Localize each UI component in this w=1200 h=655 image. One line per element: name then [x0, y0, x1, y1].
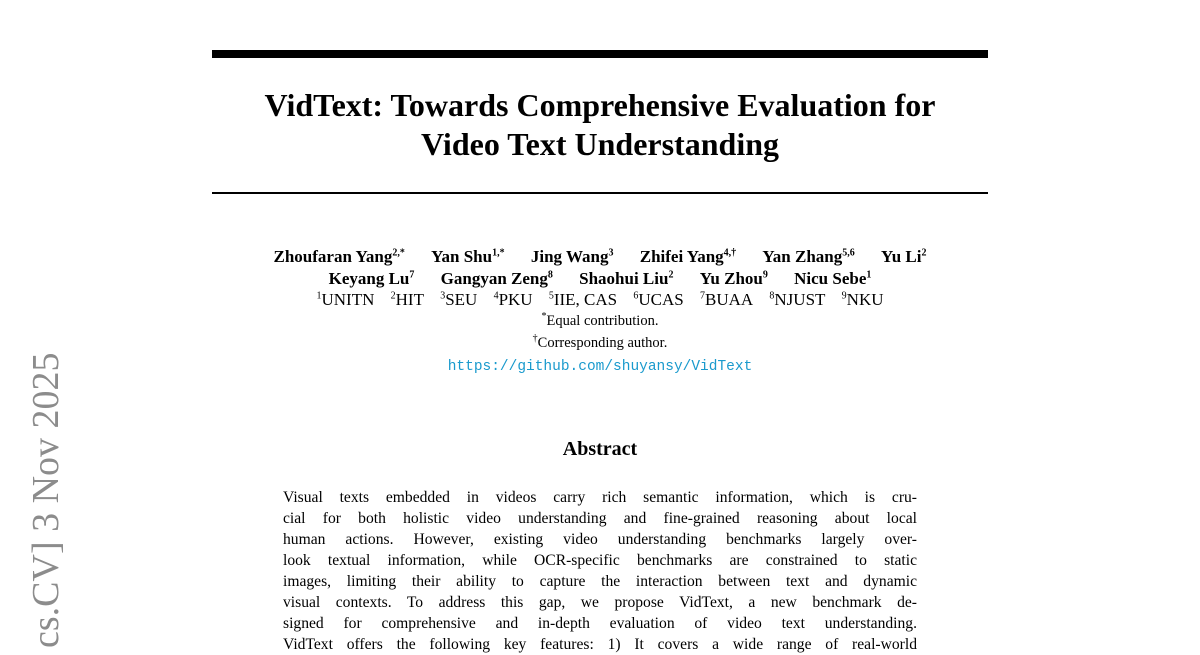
- affiliation: $^9$NKU: [841, 290, 884, 309]
- affiliation: $^7$BUAA: [699, 290, 754, 309]
- affiliation: $^3$SEU: [440, 290, 478, 309]
- title-line-2: Video Text Understanding: [421, 126, 779, 162]
- author: Zhifei Yang$^{4,\dagger}$: [639, 247, 737, 266]
- abstract-line: VidText offers the following key features: 1) It covers a wide range of real-world: [283, 636, 917, 653]
- affiliation: $^4$PKU: [493, 290, 533, 309]
- abstract-body: [283, 487, 917, 655]
- abstract-line: cial for both holistic video understanding and fine-grained reasoning about local: [283, 510, 917, 527]
- paper-title: [212, 86, 988, 164]
- authors-row-2: [200, 268, 1000, 290]
- author: Zhoufaran Yang$^{2,*}$: [273, 247, 405, 266]
- author: Shaohui Liu$^2$: [579, 269, 674, 288]
- top-rule: [212, 50, 988, 58]
- author: Nicu Sebe$^1$: [794, 269, 872, 288]
- author-block: [200, 246, 1000, 377]
- title-line-1: VidText: Towards Comprehensive Evaluation for: [264, 87, 936, 123]
- author: Yan Zhang$^{5,6}$: [762, 247, 855, 266]
- abstract-line: signed for comprehensive and in-depth evaluation of video text understanding.: [283, 615, 917, 632]
- title-bottom-rule: [212, 192, 988, 194]
- equal-contribution-note: *Equal contribution.: [541, 311, 659, 329]
- affiliations-row: [200, 290, 1000, 310]
- abstract-line: human actions. However, existing video understanding benchmarks largely over-: [283, 531, 917, 548]
- author: Yu Li$^2$: [881, 247, 927, 266]
- abstract-line: visual contexts. To address this gap, we propose VidText, a new benchmark de-: [283, 594, 917, 611]
- author: Jing Wang$^3$: [530, 247, 614, 266]
- author: Yan Shu$^{1,*}$: [431, 247, 505, 266]
- abstract-line: images, limiting their ability to capture the interaction between text and dynamic: [283, 573, 917, 590]
- affiliation: $^8$NJUST: [769, 290, 826, 309]
- abstract-heading: Abstract: [562, 438, 638, 460]
- affiliation: $^2$HIT: [390, 290, 424, 309]
- affiliation: $^1$UNITN: [316, 290, 375, 309]
- author: Yu Zhou$^9$: [699, 269, 768, 288]
- abstract-line: look textual information, while OCR-specific benchmarks are constrained to static: [283, 552, 917, 569]
- authors-row-1: [200, 246, 1000, 268]
- author: Gangyan Zeng$^8$: [440, 269, 553, 288]
- arxiv-side-stamp: cs.CV] 3 Nov 2025: [25, 352, 67, 648]
- abstract-line: Visual texts embedded in videos carry rich semantic information, which is cru-: [283, 489, 917, 506]
- github-repo-link[interactable]: https://github.com/shuyansy/VidText: [447, 359, 753, 375]
- affiliation: $^6$UCAS: [633, 290, 684, 309]
- author: Keyang Lu$^7$: [328, 269, 415, 288]
- affiliation: $^5$IIE, CAS: [548, 290, 618, 309]
- corresponding-author-note: †Corresponding author.: [532, 333, 668, 351]
